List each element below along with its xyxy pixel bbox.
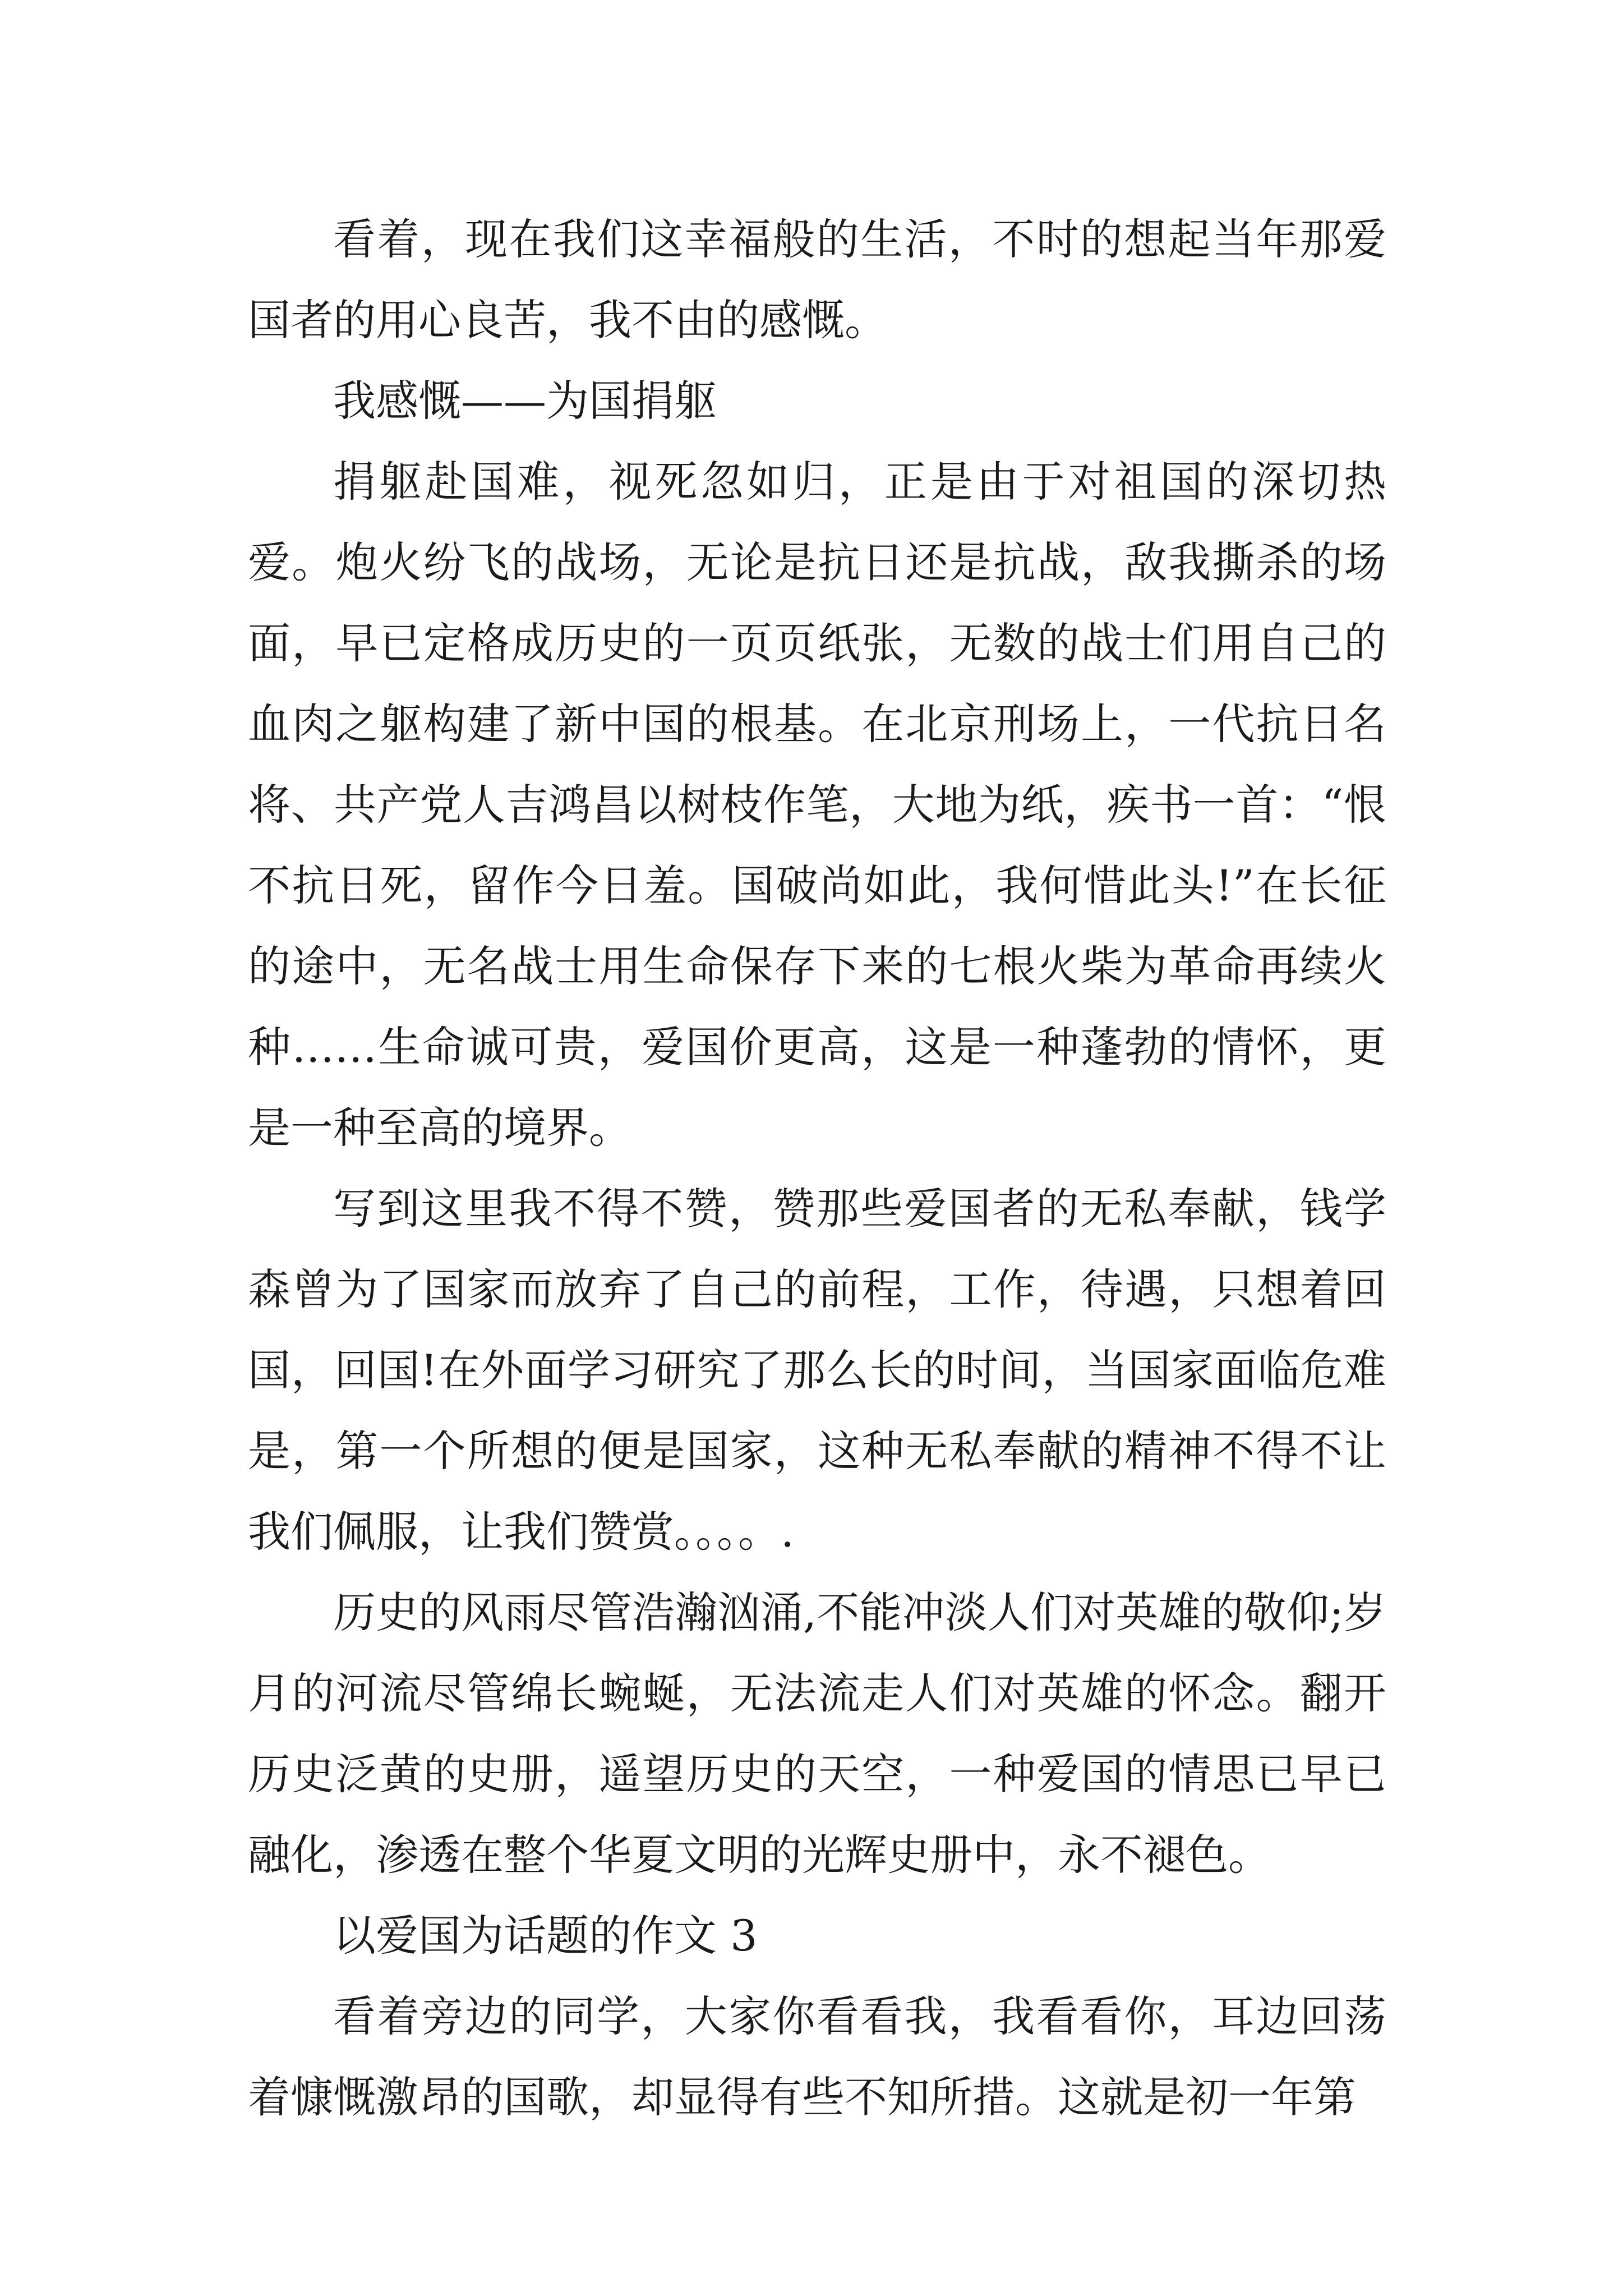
section-heading: 以爱国为话题的作文 3 [333,1911,758,1961]
document-body [248,199,1386,2138]
paragraph: 历史的风雨尽管浩瀚汹涌,不能冲淡人们对英雄的敬仰;岁月的河流尽管绵长蜿蜒，无法流走人们对英雄的怀念。翻开历史泛黄的史册，遥望历史的天空，一种爱国的情思已早已融化，渗透在整个华夏文明的光辉史册中，永不褪色。 [248,1588,1386,1880]
section-heading: 我感慨——为国捐躯 [333,376,717,426]
paragraph: 看着，现在我们这幸福般的生活，不时的想起当年那爱国者的用心良苦，我不由的感慨。 [248,214,1386,345]
paragraph: 捐躯赴国难，视死忽如归，正是由于对祖国的深切热爱。炮火纷飞的战场，无论是抗日还是抗战，敌我撕杀的场面，早已定格成历史的一页页纸张，无数的战士们用自己的血肉之躯构建了新中国的根基。在北京刑场上，一代抗日名将、共产党人吉鸿昌以树枝作笔，大地为纸，疾书一首：“恨不抗日死，留作今日羞。国破尚如此，我何惜此头!”在长征的途中，无名战士用生命保存下来的七根火柴为革命再续火种……生命诚可贵，爱国价更高，这是一种蓬勃的情怀，更是一种至高的境界。 [248,457,1386,1153]
paragraph: 写到这里我不得不赞，赞那些爱国者的无私奉献，钱学森曾为了国家而放弃了自己的前程，工作，待遇，只想着回国，回国!在外面学习研究了那么长的时间，当国家面临危难是，第一个所想的便是国家，这种无私奉献的精神不得不让我们佩服，让我们赞赏。。。。. [248,1184,1386,1557]
paragraph: 看着旁边的同学，大家你看看我，我看看你，耳边回荡着慷慨激昂的国歌，却显得有些不知所措。这就是初一年第 [248,1991,1386,2122]
